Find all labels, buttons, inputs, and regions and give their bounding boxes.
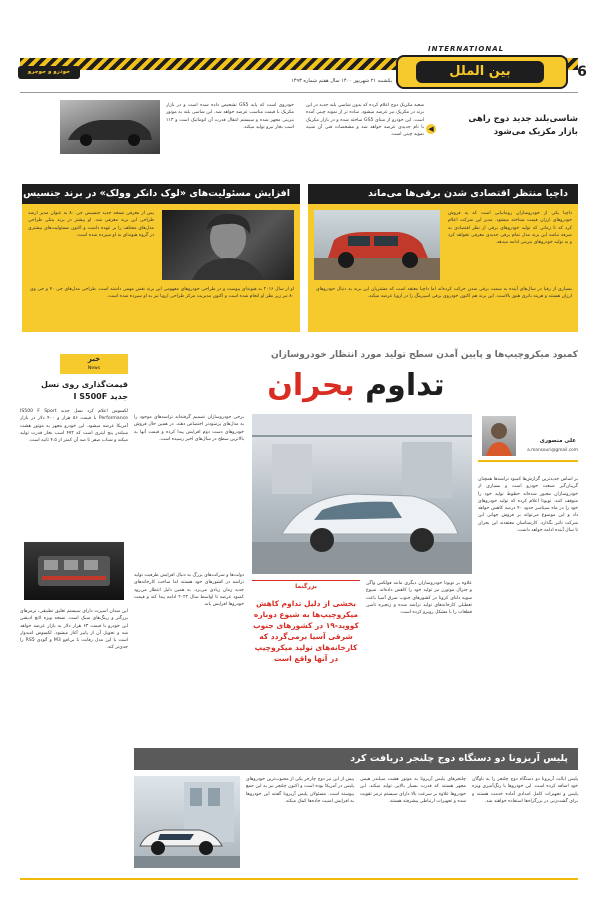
engine-image	[24, 542, 124, 600]
header-rule	[20, 92, 578, 93]
main-story-photo	[252, 414, 472, 574]
pullquote-text: بخشی از دلیل تداوم کاهش میکروچیپ‌ها به شیوع دوباره کووید-۱۹ در کشورهای جنوب شرقی آسیا برمی‌گردد که کارخانه‌های تولید میکروچیپ در آنها واقع است	[253, 599, 359, 663]
bottom-story	[134, 748, 578, 872]
sidebar-label-box	[60, 354, 128, 374]
story-lookdankers	[22, 184, 300, 334]
top-story-body-a: شعبه مکزیک دوج اعلام کرده که بدون شاسی بلند جدید در این برند در مکزیک نیز عرضه میشود. ساده تر از نمونه چینی آمده است. این خودرو از مبنای GS5 ساخته شده و در بازار مکزیک با نام جدیدی عرضه خواهد شد و مشخصات فنی آن شبیه نمونه چینی است.	[306, 103, 424, 138]
sister-publication-logo	[18, 66, 80, 79]
top-story-headline	[438, 114, 578, 137]
pullquote-label-bar	[252, 580, 360, 592]
main-headline-part1: تداوم	[354, 368, 445, 403]
story-lookdankers-portrait	[162, 210, 294, 280]
section-title: بین الملل	[449, 64, 511, 79]
main-body-col1: بر اساس جدیدترین گزارش‌ها کمبود تراشه‌ها همچنان گریبان‌گیر صنعت خودرو است و بسیاری از خودروسازان مجبور شده‌اند خطوط تولید خود را متوقف کنند. تویوتا اعلام کرده که تولید خودروهای خود را در ماه سپتامبر حدود ۴۰ درصد کاهش خواهد داد و این موضوع می‌تواند بر فروش جهانی این شرکت تاثیر بگذارد. کارشناسان معتقدند این بحران تا سال آینده ادامه خواهد داشت.	[478, 477, 578, 534]
sidebar-body-b: این سدان اسپرت دارای سیستم تعلیق تطبیقی، ترمزهای بزرگتر و رینگ‌های سبک است. نسخه ویژه لانچ ادیشن این خودرو با قیمت ۶۳ هزار دلار به بازار عرضه خواهد شد و تحویل آن از پاییز آغاز میشود. لکسوس امیدوار است با این مدل رقابت با بی‌ام‌و M3 و آئودی RS5 را جدی‌تر کند.	[20, 609, 128, 651]
bottom-story-body-b: چلنجرهای پلیس آریزونا به موتور هشت سیلندر هیمی مجهز هستند که قدرت بسیار بالایی تولید میکند. این خودروها علاوه بر سرعت بالا دارای سیستم ترمز تقویت شده و تجهیزات ارتباطی پیشرفته هستند.	[360, 777, 466, 804]
sidebar-body-a: لکسوس اعلام کرد نسل جدید IS500 F Sport Performance با قیمت ۵۶ هزار و ۴۰۰ دلار در بازار آمریکا عرضه میشود. این خودرو مجهز به موتور هشت سیلندر پنج لیتری است که ۴۷۲ اسب بخار قدرت تولید میکند و شتاب صفر تا صد آن کمتر از ۴.۵ ثانیه است.	[20, 409, 128, 444]
bottom-story-photo	[134, 776, 240, 868]
suv-image	[60, 100, 160, 154]
author-photo	[482, 416, 516, 456]
footer-rule	[20, 878, 578, 880]
brand-latin: INTERNATIONAL	[428, 45, 505, 53]
section-title-box	[396, 55, 568, 89]
sidebar-news	[20, 346, 128, 748]
story-lookdankers-title: افزایش مسئولیت‌های «لوک دانکر وولک» در برند جنسیس	[23, 188, 290, 199]
story-electric-body-a: داچیا یکی از خودروسازان رومانیایی است که به فروش خودروهای ارزان قیمت شناخته میشود. مدیر این شرکت اعلام کرد که تا زمانی که تولید خودروهای برقی از نظر اقتصادی به صرفه نباشد این برند مدل تمام برقی جدیدی معرفی نخواهد کرد و به تولید خودروهای بنزینی ادامه میدهد.	[448, 211, 572, 246]
duster-car-image	[314, 210, 440, 280]
top-story-arrow-icon: ◀	[426, 124, 436, 134]
sidebar-label: خبر	[87, 355, 101, 363]
main-body-col2: علاوه بر تویوتا خودروسازان دیگری مانند فولکس واگن و جنرال موتورز نیز تولید خود را کاهش داده‌اند. شیوع سویه دلتای کرونا در کشورهای جنوب شرق آسیا باعث تعطیلی کارخانه‌های تولید تراشه شده و زنجیره تامین قطعات را با مشکل روبرو کرده است.	[366, 581, 472, 616]
main-body-col4: برخی خودروسازان تصمیم گرفته‌اند تراشه‌های موجود را به مدل‌های پرسودتر اختصاص دهند. در همین حال فروش خودروهای دست دوم افزایش پیدا کرده و قیمت آنها به بالاترین سطح در سال‌های اخیر رسیده است.	[134, 415, 244, 442]
section-title-plate	[416, 61, 544, 83]
bottom-story-title-bar	[134, 748, 578, 770]
main-headline-part2: بحران	[267, 368, 355, 403]
factory-assembly-line-image	[252, 414, 472, 574]
top-story	[20, 96, 578, 158]
main-kicker: کمبود میکروچیپ‌ها و پایین آمدن سطح تولید مورد انتظار خودروسازان	[271, 350, 578, 360]
main-body-col3: دولت‌ها و شرکت‌های بزرگ به دنبال افزایش ظرفیت تولید تراشه در کشورهای خود هستند اما ساخت کارخانه‌های جدید زمان زیادی می‌برد. به همین دلیل انتظار می‌رود کمبود عرضه تا اواسط سال ۲۰۲۲ ادامه پیدا کند و قیمت خودروها افزایش یابد.	[134, 573, 244, 608]
dateline: یکشنبه ۲۱ شهریور ۱۴۰۰ سال هفتم شماره ۱۴۹۳	[291, 78, 392, 84]
story-lookdankers-body-b: او از سال ۲۰۱۶ به هیوندای پیوست و در طراحی خودروهای مفهومی این برند نقش مهمی داشته است. طراحی مدل‌های جی ۷۰ و جی وی ۸۰ نیز زیر نظر او انجام شده است و اکنون مدیریت مرکز طراحی اروپا نیز به او سپرده شده است.	[30, 287, 294, 300]
sidebar-title-line1: قیمت‌گذاری روی نسل	[40, 380, 128, 389]
bottom-story-body-a: پلیس ایالت آریزونا دو دستگاه دوج چلنجر را به ناوگان خود اضافه کرده است. این خودروها با رنگ‌آمیزی ویژه پلیس و تجهیزات کامل امدادی آماده خدمت هستند و برای گشت‌زنی در بزرگراه‌ها استفاده خواهند شد.	[472, 777, 578, 804]
story-lookdankers-title-bar	[22, 184, 300, 204]
story-electric-photo	[314, 210, 440, 280]
police-challenger-image	[134, 776, 240, 868]
author-card	[478, 412, 578, 470]
bottom-story-title: پلیس آریزونا دو دستگاه دوج چلنجر دریافت کرد	[350, 753, 568, 764]
top-story-title-line2: بازار مکزیک می‌شود	[493, 127, 578, 137]
bottom-story-body-c: پیش از این نیز دوج چارجر یکی از محبوب‌ترین خودروهای پلیس در آمریکا بوده است و اکنون چلنجر نیز به این جمع پیوسته است. مسئولان پلیس آریزونا گفتند این خودروها به افزایش امنیت جاده‌ها کمک میکند.	[246, 777, 354, 804]
designer-portrait-image	[162, 210, 294, 280]
story-electric	[308, 184, 578, 334]
main-story	[134, 340, 578, 740]
top-story-title-line1: شاسی‌بلند جدید دوج راهی	[468, 114, 578, 124]
story-electric-body-b: بسیاری از رقبا در سال‌های آینده به سمت برقی شدن حرکت کرده‌اند اما داچیا معتقد است که مشتریان این برند به دنبال خودروهای ارزان هستند و هزینه باتری هنوز بالاست. این برند هم اکنون خودروی برقی اسپرینگ را در اروپا عرضه میکند.	[316, 287, 572, 300]
author-avatar	[482, 416, 516, 456]
pullquote	[252, 580, 360, 730]
sidebar-photo	[24, 542, 124, 600]
main-headline	[134, 366, 578, 406]
story-electric-title-bar	[308, 184, 578, 204]
top-story-photo	[60, 100, 160, 154]
story-electric-title: داچیا منتظر اقتصادی شدن برقی‌ها می‌ماند	[367, 188, 568, 199]
author-rule	[478, 460, 578, 462]
sister-publication-name: خودرو و جوجرو	[27, 69, 71, 75]
sidebar-title-line2: جدید I S500F	[73, 392, 128, 401]
author-name: علی منصوری	[539, 438, 576, 444]
top-story-body-b: خودروی است که پایه GS5 تشخیص داده شده است و در بازار مکزیک با قیمت مناسب عرضه خواهد شد. این شاسی بلند به موتور بنزینی مجهز شده و سیستم انتقال قدرت آن اتوماتیک است و ۱۱۳ اسب بخار نیرو تولید میکند.	[166, 103, 294, 130]
pullquote-label: بزرگنما	[295, 583, 317, 590]
story-lookdankers-body-a: پس از معرفی نسخه جدید جنسیس جی ۸۰ به عنوان مدیر ارشد طراحی این برند معرفی شد. او پیشتر در برند بنتلی طراحی مدل‌های مختلف را بر عهده داشت و اکنون مسئولیت‌های بیشتری در گروه هیوندای به او سپرده شده است.	[28, 211, 154, 238]
sidebar-label-latin: News	[87, 366, 101, 371]
page-header	[0, 0, 600, 110]
author-email: a.mansouri@gmail.com	[527, 448, 578, 453]
page-number: 6	[577, 64, 587, 80]
